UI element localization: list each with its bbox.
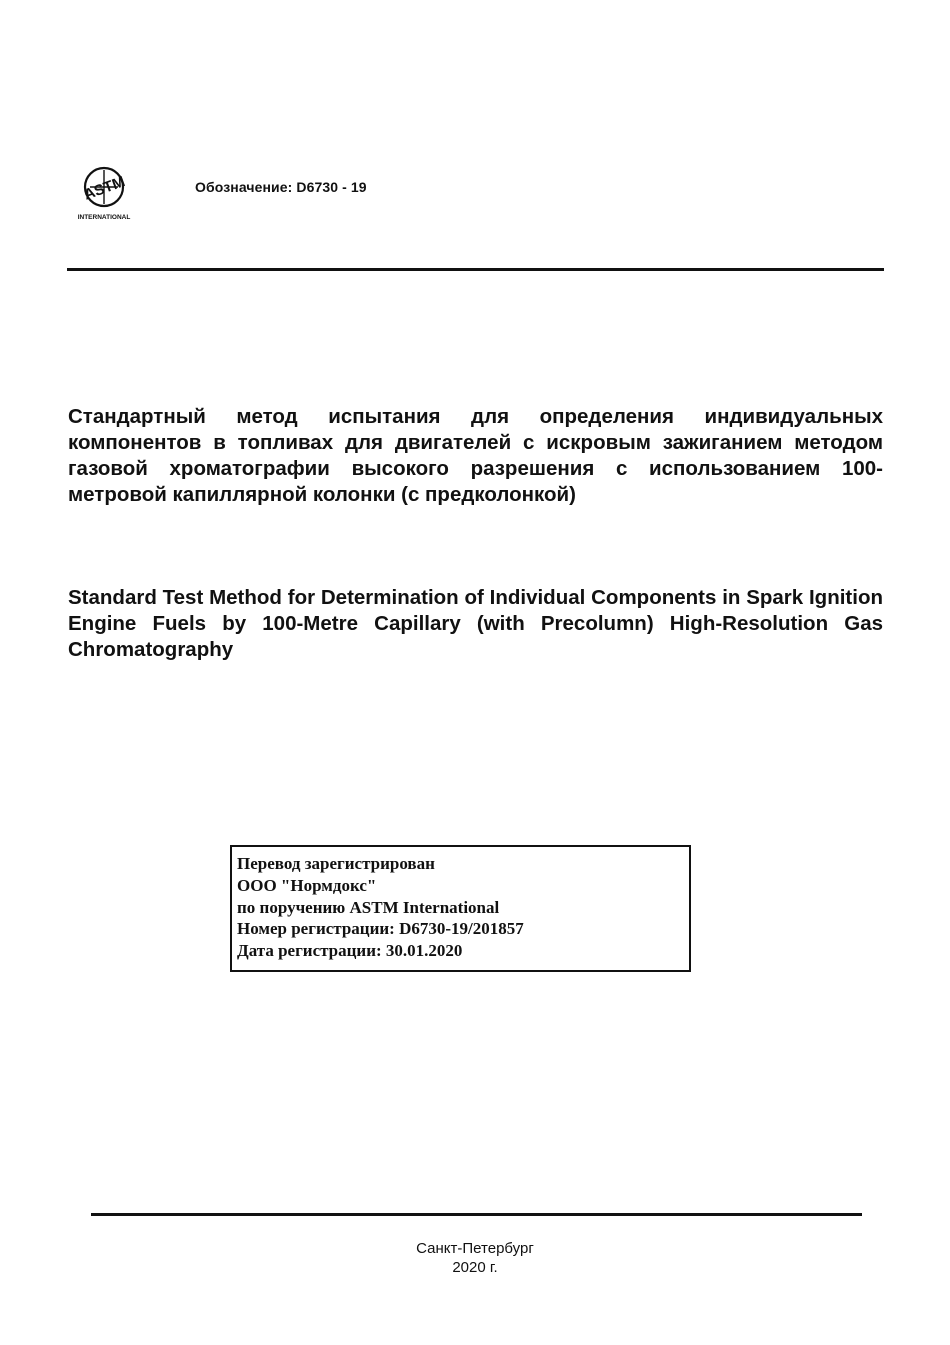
registration-line-3: по поручению ASTM International (237, 897, 500, 917)
registration-line-2: ООО "Нормдокс" (237, 875, 377, 895)
registration-date: Дата регистрации: 30.01.2020 (237, 941, 463, 961)
title-russian: Стандартный метод испытания для определения индивидуальных компонентов в топливах для двигателей с искровым зажиганием методом газовой хроматографии высокого разрешения с использованием 100-метровой капиллярной колонки (с предколонкой) (68, 405, 883, 506)
footer-year: 2020 г. (452, 1259, 498, 1276)
top-divider (67, 268, 884, 271)
logo-text: ASTM (81, 173, 128, 204)
title-english: Standard Test Method for Determination of Individual Components in Spark Ignition Engine Fuels by 100-Metre Capillary (with Precolumn) High-Resolution Gas Chromatography (68, 586, 883, 661)
astm-logo-icon (78, 163, 132, 223)
footer-city: Санкт-Петербург (416, 1240, 534, 1257)
registration-line-1: Перевод зарегистрирован (237, 854, 435, 873)
registration-number: Номер регистрации: D6730-19/201857 (237, 919, 524, 939)
designation: Обозначение: D6730 - 19 (195, 179, 367, 195)
logo-subtext: INTERNATIONAL (78, 214, 131, 221)
bottom-divider (91, 1213, 862, 1216)
registration-stamp (230, 845, 691, 972)
